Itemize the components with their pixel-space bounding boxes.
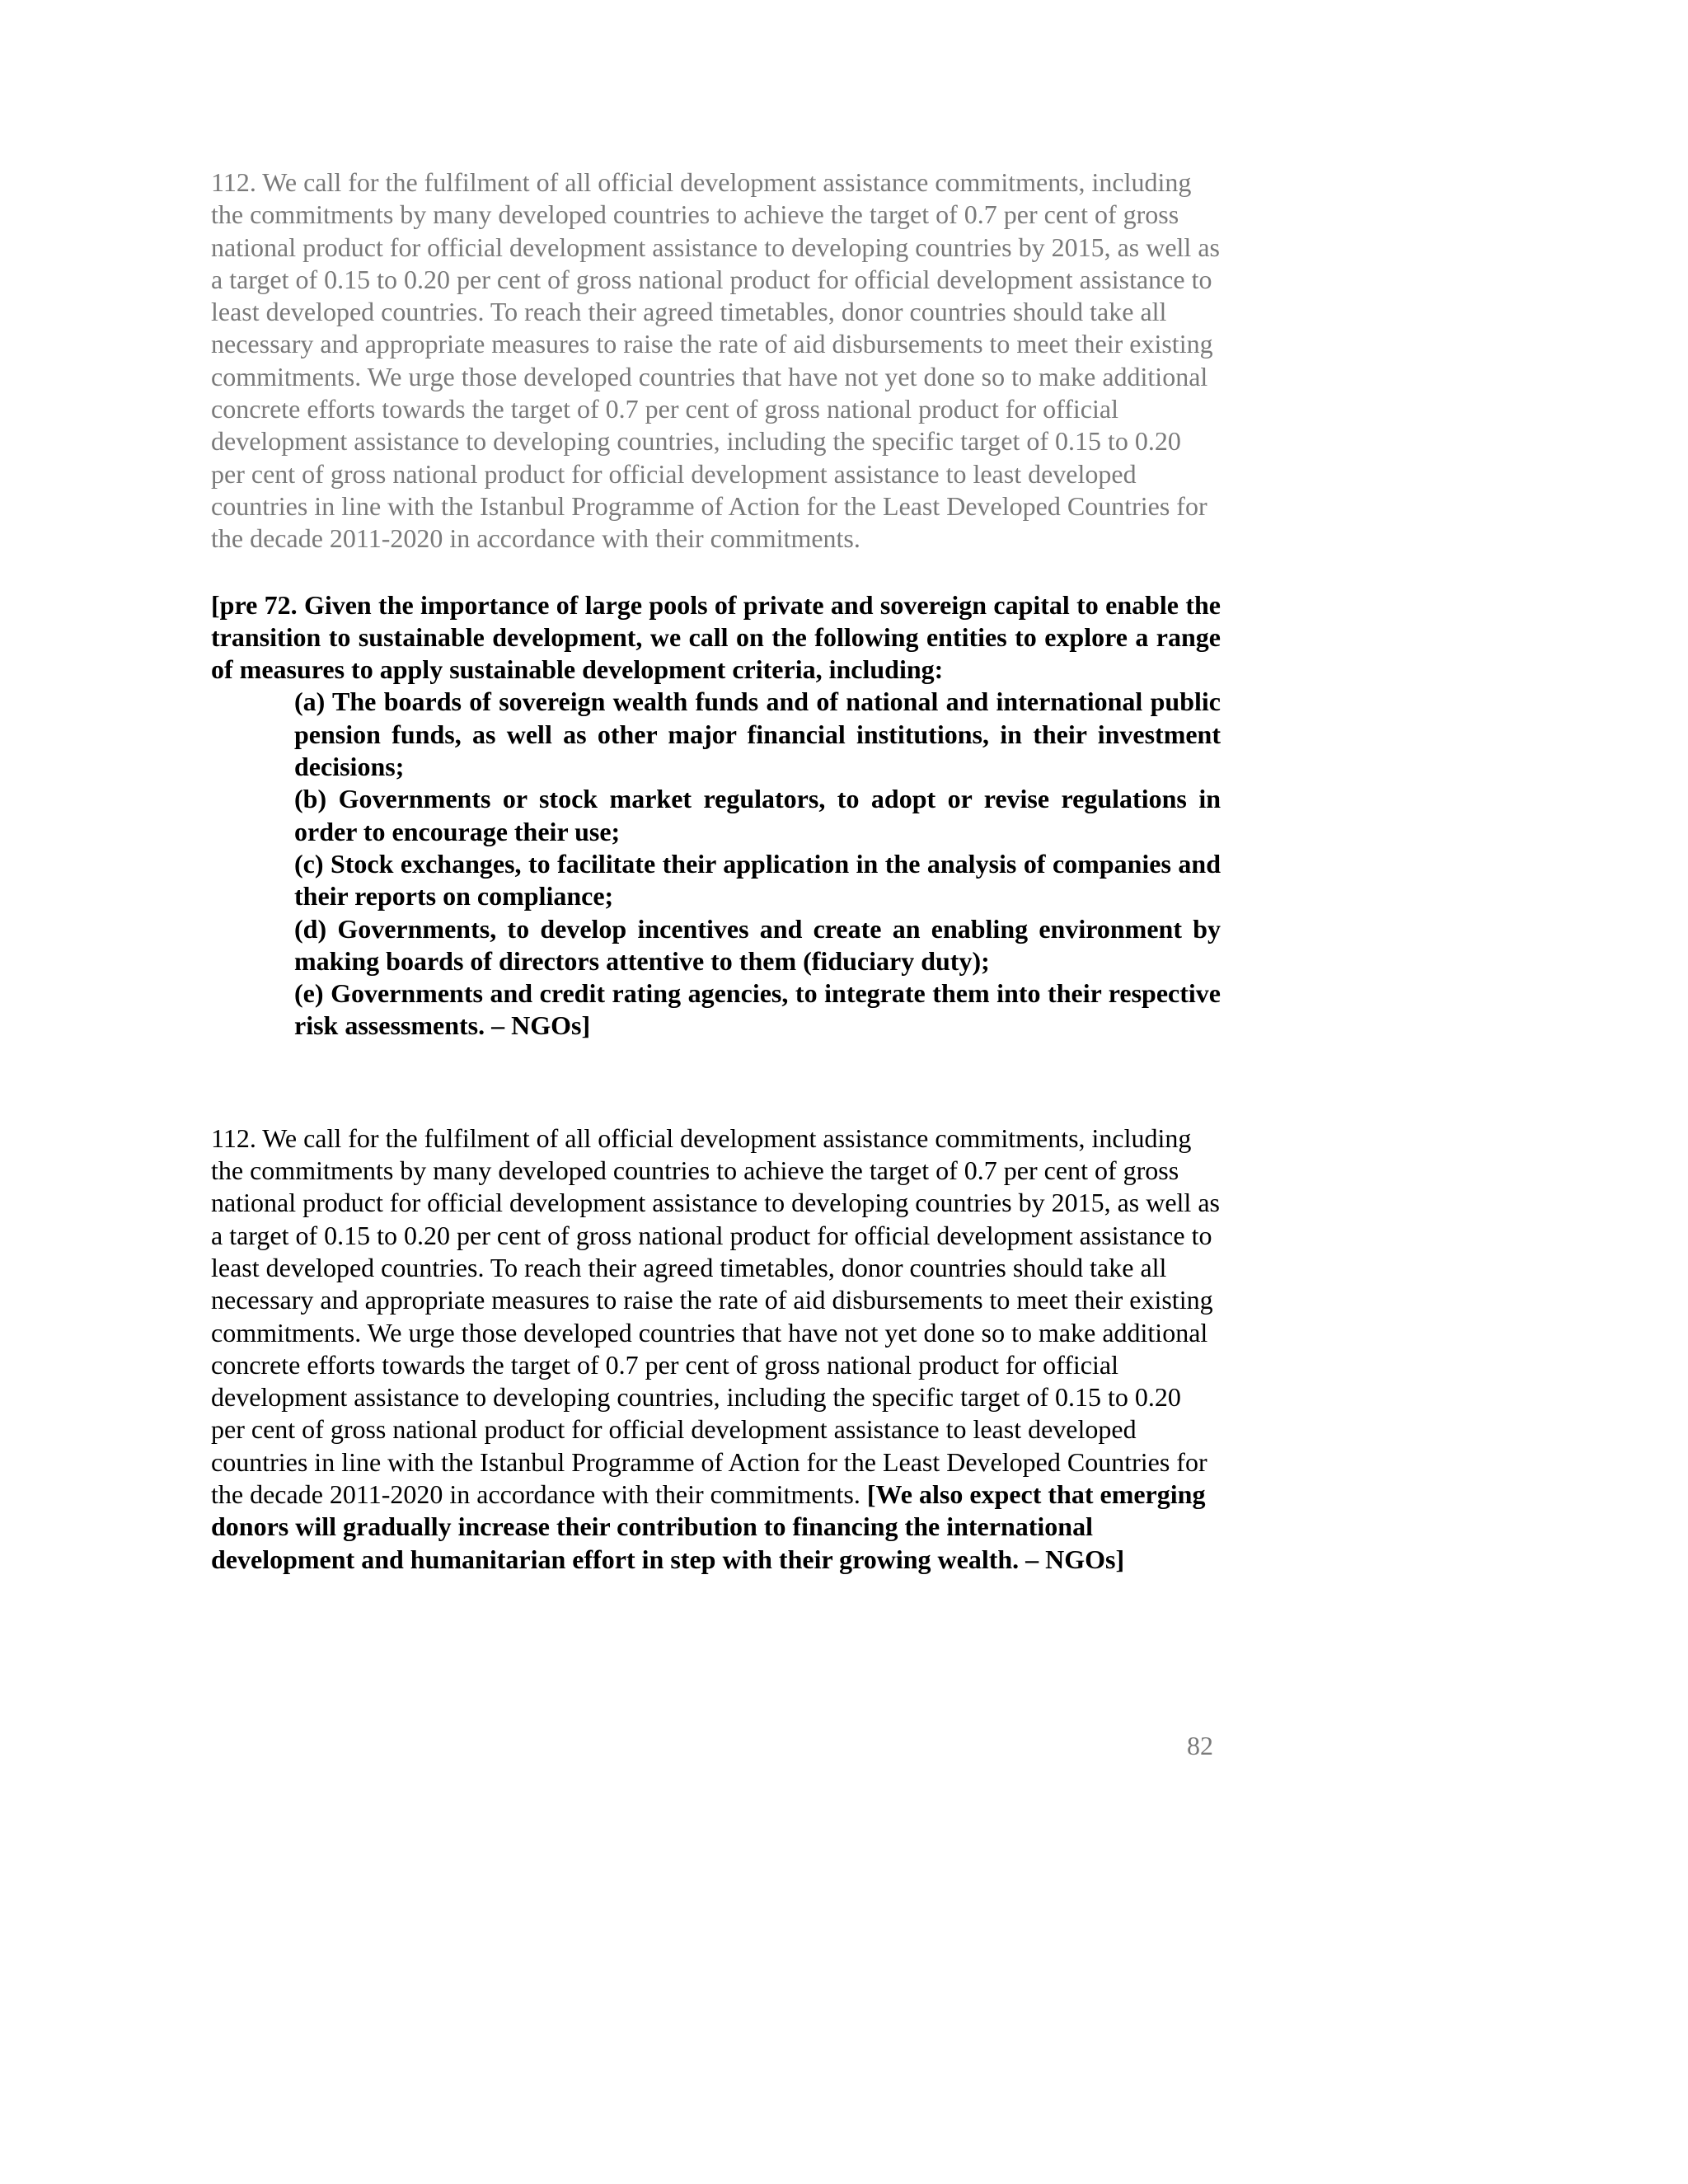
pre72-intro: [pre 72. Given the importance of large pools of private and sovereign capital to enable the transition to sustainable development, we call on the following entities to explore a range of measures to apply sustainable development criteria, including: bbox=[211, 589, 1221, 685]
paragraph-112-gray: 112. We call for the fulfilment of all official development assistance commitments, including the commitments by many developed countries to achieve the target of 0.7 per cent of gross national product for official development assistance to developing countries by 2015, as well as a target of 0.15 to 0.20 per cent of gross national product for official development assistance to least developed countries. To reach their agreed timetables, donor countries should take all necessary and appropriate measures to raise the rate of aid disbursements to meet their existing commitments. We urge those developed countries that have not yet done so to make additional concrete efforts towards the target of 0.7 per cent of gross national product for official development assistance to developing countries, including the specific target of 0.15 to 0.20 per cent of gross national product for official development assistance to least developed countries in line with the Istanbul Programme of Action for the Least Developed Countries for the decade 2011-2020 in accordance with their commitments. bbox=[211, 167, 1220, 554]
pre72-item-d: (d) Governments, to develop incentives and create an enabling environment by making boards of directors attentive to them (fiduciary duty); bbox=[294, 913, 1221, 976]
pre72-list bbox=[211, 686, 1221, 1042]
paragraph-112-text: 112. We call for the fulfilment of all official development assistance commitments, including the commitments by many developed countries to achieve the target of 0.7 per cent of gross national product for official development assistance to developing countries by 2015, as well as a target of 0.15 to 0.20 per cent of gross national product for official development assistance to least developed countries. To reach their agreed timetables, donor countries should take all necessary and appropriate measures to raise the rate of aid disbursements to meet their existing commitments. We urge those developed countries that have not yet done so to make additional concrete efforts towards the target of 0.7 per cent of gross national product for official development assistance to developing countries, including the specific target of 0.15 to 0.20 per cent of gross national product for official development assistance to least developed countries in line with the Istanbul Programme of Action for the Least Developed Countries for the decade 2011-2020 in accordance with their commitments. bbox=[211, 1122, 1220, 1509]
pre72-item-a: (a) The boards of sovereign wealth funds and of national and international public pension funds, as well as other major financial institutions, in their investment decisions; bbox=[294, 687, 1221, 782]
paragraph-112-ngo-addition: [We also expect that emerging donors will gradually increase their contribution to financing the international development and humanitarian effort in step with their growing wealth. – NGOs] bbox=[211, 1479, 1206, 1574]
pre72-item-c: (c) Stock exchanges, to facilitate their application in the analysis of companies and their reports on compliance; bbox=[294, 848, 1221, 912]
pre72-block bbox=[211, 589, 1221, 1043]
page-number: 82 bbox=[1187, 1731, 1213, 1760]
pre72-item-b: (b) Governments or stock market regulators, to adopt or revise regulations in order to encourage their use; bbox=[294, 784, 1221, 846]
pre72-item-e: (e) Governments and credit rating agencies, to integrate them into their respective risk assessments. – NGOs] bbox=[294, 978, 1221, 1041]
paragraph-112-black bbox=[211, 1122, 1221, 1576]
document-page bbox=[211, 166, 1221, 1576]
